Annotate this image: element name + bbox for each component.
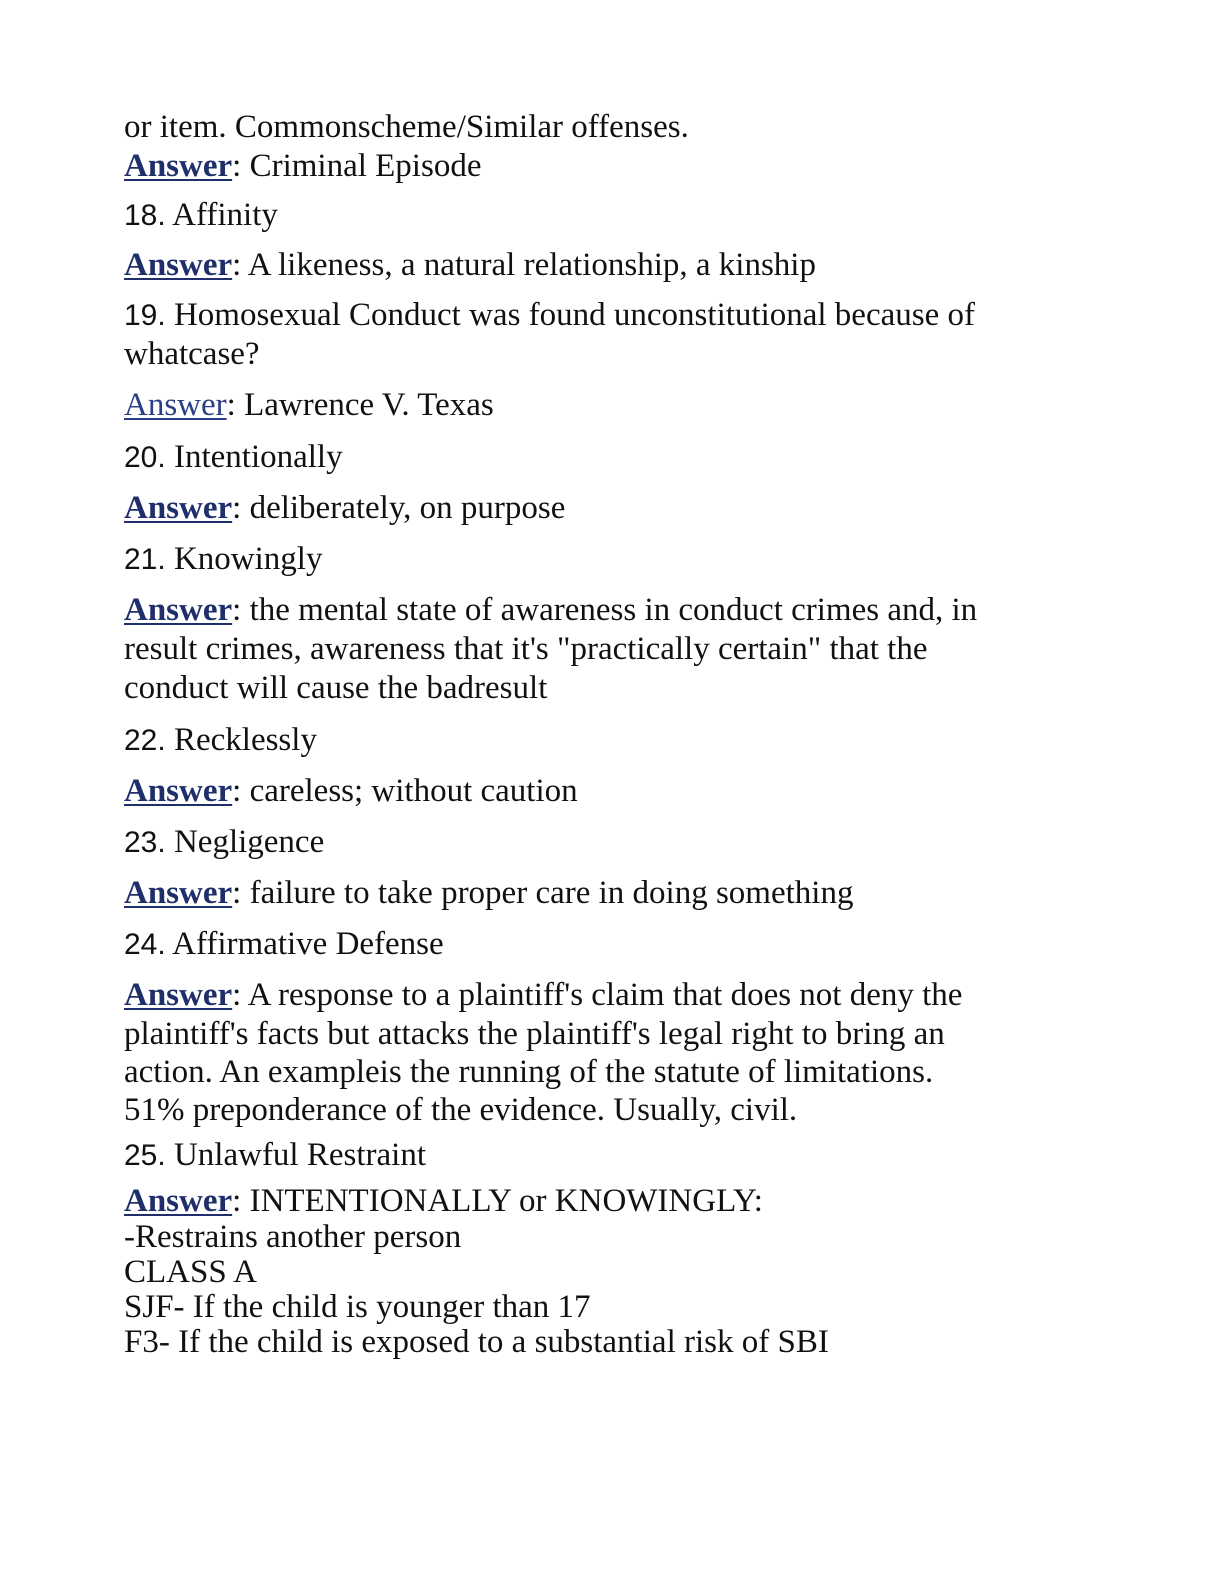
answer-label[interactable]: Answer [124,490,233,526]
answer-24-line-4: 51% preponderance of the evidence. Usually, civil. [124,1092,798,1128]
answer-label[interactable]: Answer [124,247,233,283]
question-24: 24. Affirmative Defense [124,926,444,962]
question-25: 25. Unlawful Restraint [124,1137,426,1173]
answer-17: Answer: Criminal Episode [124,148,482,184]
answer-label[interactable]: Answer [124,1183,233,1219]
answer-25-line-5: F3- If the child is exposed to a substantial risk of SBI [124,1324,829,1360]
question-22: 22. Recklessly [124,722,317,758]
question-21: 21. Knowingly [124,541,323,577]
answer-25-line-3: CLASS A [124,1254,257,1290]
answer-25: Answer: INTENTIONALLY or KNOWINGLY: [124,1183,763,1219]
question-23: 23. Negligence [124,824,325,860]
answer-21: Answer: the mental state of awareness in conduct crimes and, in [124,592,978,628]
question-19-line-2: whatcase? [124,336,260,372]
answer-21-line-2: result crimes, awareness that it's "practically certain" that the [124,631,928,667]
question-20: 20. Intentionally [124,439,343,475]
answer-19: Answer: Lawrence V. Texas [124,387,494,423]
answer-24: Answer: A response to a plaintiff's claim that does not deny the [124,977,963,1013]
answer-18: Answer: A likeness, a natural relationship, a kinship [124,247,816,283]
answer-label[interactable]: Answer [124,977,233,1013]
answer-label[interactable]: Answer [124,592,233,628]
answer-24-line-2: plaintiff's facts but attacks the plaintiff's legal right to bring an [124,1016,945,1052]
intro-line: or item. Commonscheme/Similar offenses. [124,109,689,145]
answer-25-line-2: -Restrains another person [124,1219,462,1255]
answer-label[interactable]: Answer [124,875,233,911]
answer-label[interactable]: Answer [124,148,233,184]
answer-22: Answer: careless; without caution [124,773,578,809]
answer-20: Answer: deliberately, on purpose [124,490,566,526]
question-19: 19. Homosexual Conduct was found unconstitutional because of [124,297,975,333]
answer-23: Answer: failure to take proper care in doing something [124,875,854,911]
answer-21-line-3: conduct will cause the badresult [124,670,548,706]
answer-25-line-4: SJF- If the child is younger than 17 [124,1289,591,1325]
question-18: 18. Affinity [124,197,278,233]
answer-24-line-3: action. An exampleis the running of the statute of limitations. [124,1054,934,1090]
answer-label[interactable]: Answer [124,773,233,809]
answer-label[interactable]: Answer [124,387,227,423]
